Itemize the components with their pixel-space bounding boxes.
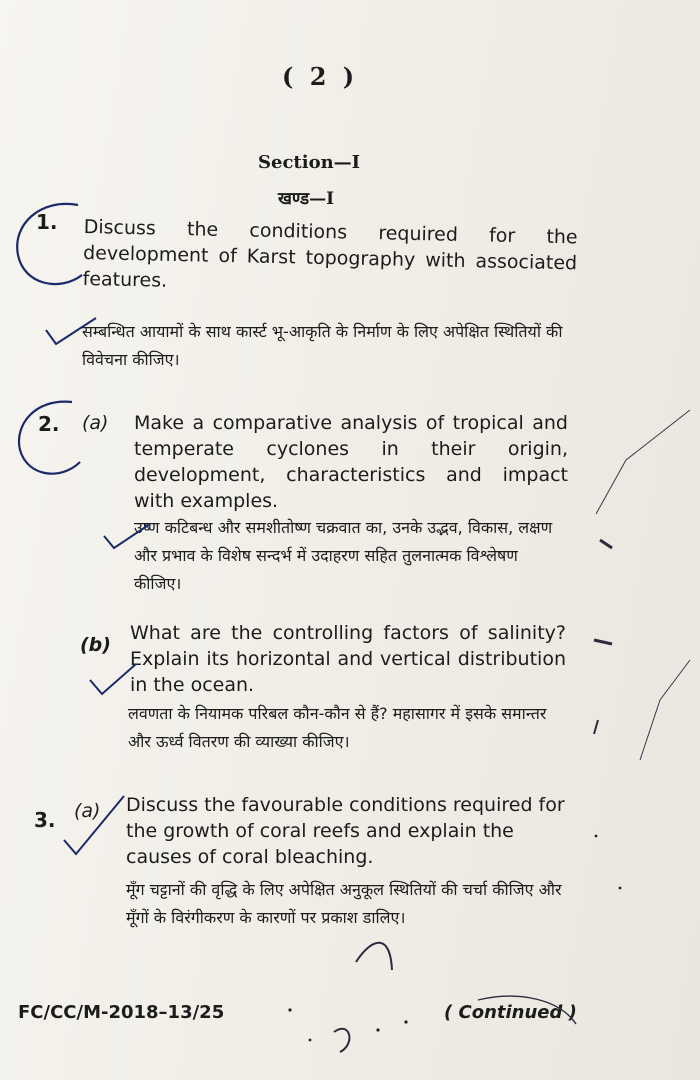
tick-mark-q2a	[104, 524, 150, 548]
question-2b-label: (b)	[80, 634, 111, 656]
question-2a-text: Make a comparative analysis of tropical and temperate cyclones in their origin, development, characteristics and impact with examples.	[134, 412, 568, 512]
stray-stroke	[596, 410, 690, 514]
question-3a-text: Discuss the favourable conditions required for the growth of coral reefs and explain the causes of coral bleaching.	[126, 794, 565, 868]
question-3-number: 3.	[34, 808, 56, 832]
section-title-hindi: खण्ड—I	[278, 189, 335, 209]
question-2b-text: What are the controlling factors of salinity? Explain its horizontal and vertical distribution in the ocean.	[130, 622, 566, 696]
page-number: ( 2 )	[282, 62, 359, 91]
question-2b-text-hindi: लवणता के नियामक परिबल कौन-कौन से हैं? महासागर में इसके समान्तर और ऊर्ध्व वितरण की व्याख्या कीजिए।	[128, 704, 547, 751]
section-title: Section—I	[258, 152, 361, 173]
stray-stroke	[356, 943, 392, 970]
question-2-number: 2.	[38, 412, 60, 436]
circle-mark-q1	[17, 204, 82, 284]
stray-stroke	[334, 1029, 349, 1052]
stray-stroke	[600, 540, 612, 548]
stray-stroke	[594, 640, 612, 644]
question-1-text-hindi: सम्बन्धित आयामों के साथ कार्स्ट भू-आकृति के निर्माण के लिए अपेक्षित स्थितियों की विवेचना कीजिए।	[82, 322, 563, 369]
paper-code: FC/CC/M-2018–13/25	[18, 1002, 225, 1023]
question-1-number: 1.	[36, 210, 58, 234]
stray-stroke	[640, 660, 690, 760]
tick-mark-q3	[64, 796, 124, 854]
stray-stroke	[478, 996, 576, 1024]
question-2a-text-hindi: उष्ण कटिबन्ध और समशीतोष्ण चक्रवात का, उनके उद्भव, विकास, लक्षण और प्रभाव के विशेष सन्दर्भ में उदाहरण सहित तुलनात्मक विश्लेषण कीजिए।	[134, 518, 553, 593]
tick-mark-q2b	[90, 664, 136, 694]
question-2a-label: (a)	[82, 412, 109, 434]
tick-mark-q1	[46, 318, 96, 344]
question-1-text: Discuss the conditions required for the development of Karst topography with associated features.	[82, 215, 578, 292]
question-3a-label: (a)	[74, 800, 101, 822]
continued-label: ( Continued )	[444, 1002, 577, 1023]
stray-stroke	[594, 720, 598, 734]
circle-mark-q2	[19, 402, 80, 474]
question-3a-text-hindi: मूँग चट्टानों की वृद्धि के लिए अपेक्षित अनुकूल स्थितियों की चर्चा कीजिए और मूँगों के विरंगीकरण के कारणों पर प्रकाश डालिए।	[126, 880, 562, 927]
